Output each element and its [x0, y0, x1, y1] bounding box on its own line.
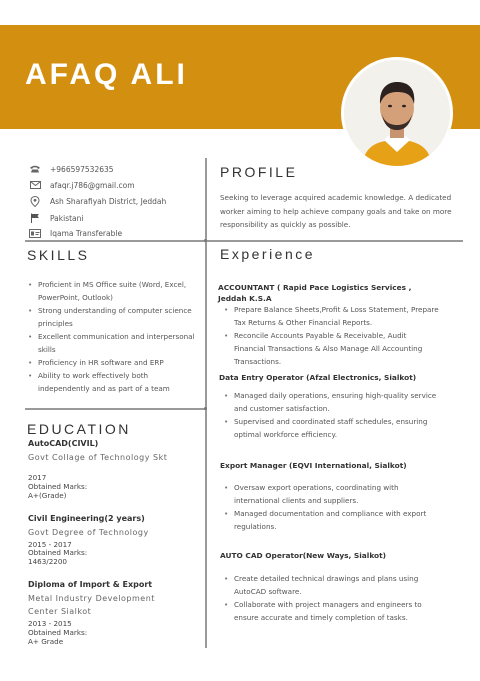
- iqama-text: Iqama Transferable: [50, 228, 123, 238]
- education-school: Govt Collage of Technology Skt: [28, 453, 168, 462]
- job-title: ACCOUNTANT ( Rapid Pace Logistics Services , Jeddah K.S.A: [218, 283, 412, 303]
- education-marks: A+ Grade: [28, 637, 64, 646]
- list-item: • Managed daily operations, ensuring high-quality service and customer satisfaction.: [222, 389, 444, 415]
- profile-heading: PROFILE: [220, 164, 298, 180]
- contact-iqama: [28, 228, 122, 238]
- contact-phone: [28, 164, 114, 174]
- list-item: • Strong understanding of computer science principles: [26, 304, 198, 330]
- skills-list: [26, 278, 198, 395]
- profile-photo: [341, 57, 453, 169]
- list-item: • Ability to work effectively both independently and as part of a team: [26, 369, 198, 395]
- list-item: • Proficient in MS Office suite (Word, Excel, PowerPoint, Outlook): [26, 278, 198, 304]
- contact-nationality: [28, 213, 84, 223]
- email-icon: [28, 180, 42, 190]
- address-text: Ash Sharafiyah District, Jeddah: [50, 196, 167, 206]
- education-heading: EDUCATION: [27, 421, 131, 437]
- education-school: Govt Degree of Technology: [28, 528, 149, 537]
- education-marks-label: Obtained Marks:: [28, 482, 88, 491]
- education-year: 2013 - 2015: [28, 619, 72, 628]
- id-card-icon: [28, 228, 42, 238]
- education-title: Diploma of Import & Export: [28, 580, 153, 589]
- job-bullets: [222, 481, 446, 533]
- section-divider-education: [25, 408, 205, 410]
- divider-dot: [204, 407, 207, 410]
- phone-text: +966597532635: [50, 164, 114, 174]
- skills-heading: SKILLS: [27, 247, 90, 263]
- education-school: Metal Industry Development Center Sialkot: [28, 594, 155, 616]
- list-item: • Prepare Balance Sheets,Profit & Loss Statement, Prepare Tax Returns & Other Financial Reports.: [222, 303, 440, 329]
- education-marks-label: Obtained Marks:: [28, 548, 88, 557]
- education-marks: A+(Grade): [28, 491, 67, 500]
- job-title: Export Manager (EQVI International, Sialkot): [220, 461, 407, 470]
- job-title: Data Entry Operator (Afzal Electronics, Sialkot): [219, 373, 417, 382]
- phone-icon: [28, 164, 42, 174]
- nationality-text: Pakistani: [50, 213, 84, 223]
- list-item: • Managed documentation and compliance with export regulations.: [222, 507, 446, 533]
- profile-text: Seeking to leverage acquired academic knowledge. A dedicated worker aiming to help achieve company goals and take on more responsibility as quickly as possible.: [220, 193, 452, 229]
- education-marks: 1463/2200: [28, 557, 68, 566]
- education-year: 2015 - 2017: [28, 540, 72, 549]
- column-divider: [205, 158, 207, 648]
- list-item: • Create detailed technical drawings and plans using AutoCAD software.: [222, 572, 448, 598]
- list-item: • Collaborate with project managers and engineers to ensure accurate and timely completion of tasks.: [222, 598, 448, 624]
- divider-dot: [204, 239, 207, 242]
- list-item: • Supervised and coordinated staff schedules, ensuring optimal workforce efficiency.: [222, 415, 444, 441]
- list-item: • Oversaw export operations, coordinating with international clients and suppliers.: [222, 481, 446, 507]
- education-title: AutoCAD(CIVIL): [28, 439, 99, 448]
- job-bullets: [222, 389, 444, 441]
- experience-heading: Experience: [220, 246, 316, 262]
- location-icon: [28, 196, 42, 206]
- contact-address: [28, 196, 166, 206]
- job-title: AUTO CAD Operator(New Ways, Sialkot): [220, 551, 387, 560]
- list-item: • Excellent communication and interpersonal skills: [26, 330, 198, 356]
- person-portrait-icon: [344, 60, 450, 166]
- flag-icon: [28, 213, 42, 223]
- list-item: • Proficiency in HR software and ERP: [26, 356, 198, 369]
- education-marks-label: Obtained Marks:: [28, 628, 88, 637]
- job-bullets: [222, 572, 448, 624]
- education-year: 2017: [28, 473, 47, 482]
- section-divider-top: [25, 240, 463, 242]
- contact-email: [28, 180, 135, 190]
- list-item: • Reconcile Accounts Payable & Receivable, Audit Financial Transactions & Also Manage All Accounting Transactions.: [222, 329, 440, 368]
- candidate-name: AFAQ ALI: [25, 58, 188, 91]
- education-title: Civil Engineering(2 years): [28, 514, 145, 523]
- email-text[interactable]: afaqr.j786@gmail.com: [50, 180, 135, 190]
- job-bullets: [222, 303, 440, 368]
